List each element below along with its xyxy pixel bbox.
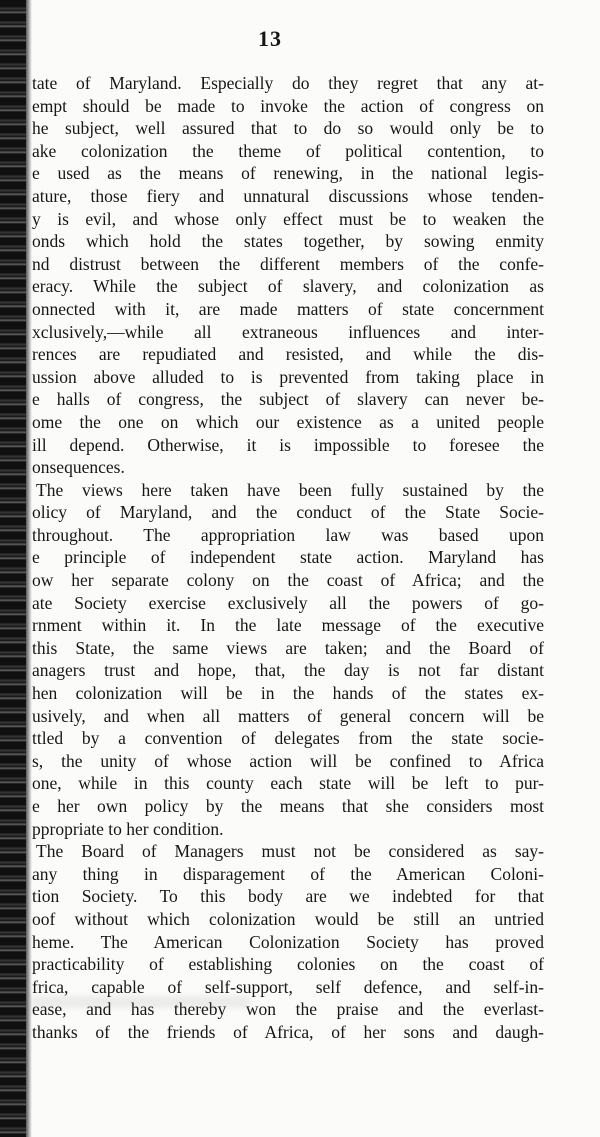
text-line: e her own policy by the means that she considers most xyxy=(32,796,544,816)
text-line: ussion above alluded to is prevented from taking place in xyxy=(32,366,544,387)
text-line: olicy of Maryland, and the conduct of the State Socie- xyxy=(32,502,544,523)
text-line: oof without which colonization would be still an untried xyxy=(32,908,544,929)
text-line: he subject, well assured that to do so would only be to xyxy=(32,118,544,139)
text-line: thanks of the friends of Africa, of her sons and daugh- xyxy=(32,1021,544,1042)
text-line: y is evil, and whose only effect must be to weaken the xyxy=(32,208,544,229)
text-line: tate of Maryland. Especially do they regret that any at- xyxy=(32,73,544,93)
text-line: throughout. The appropriation law was based upon xyxy=(32,524,544,545)
text-line: s, the unity of whose action will be confined to Africa xyxy=(32,750,544,771)
text-line: ate Society exercise exclusively all the powers of go- xyxy=(32,592,544,613)
text-line: hen colonization will be in the hands of the states ex- xyxy=(32,683,544,704)
text-line: xclusively,—while all extraneous influences and inter- xyxy=(32,321,544,342)
text-line: practicability of establishing colonies on the coast of xyxy=(32,954,544,975)
print-smudge xyxy=(30,996,250,1008)
text-line: rnment within it. In the late message of the executive xyxy=(32,615,544,636)
text-line: anagers trust and hope, that, the day is not far distant xyxy=(32,660,544,681)
page-number: 13 xyxy=(258,26,282,51)
text-line: e principle of independent state action. Maryland has xyxy=(32,547,544,568)
text-line: ature, those fiery and unnatural discussions whose tenden- xyxy=(32,185,544,206)
text-line: rences are repudiated and resisted, and while the dis- xyxy=(32,344,544,365)
text-line: empt should be made to invoke the action of congress on xyxy=(32,95,544,116)
text-line: onds which hold the states together, by sowing enmity xyxy=(32,231,544,252)
text-line: nd distrust between the different members of the confe- xyxy=(32,253,544,274)
text-line: onsequences. xyxy=(32,457,125,478)
text-line: ake colonization the theme of political contention, to xyxy=(32,140,544,161)
text-line: The Board of Managers must not be considered as say- xyxy=(36,841,544,862)
book-binding-edge xyxy=(0,0,26,1137)
text-line: e halls of congress, the subject of slavery can never be- xyxy=(32,389,544,410)
text-line: ill depend. Otherwise, it is impossible to foresee the xyxy=(32,434,544,455)
text-line: usively, and when all matters of general concern will be xyxy=(32,705,544,726)
text-line: one, while in this county each state will be left to pur- xyxy=(32,773,544,794)
text-line: any thing in disparagement of the American Coloni- xyxy=(32,863,544,884)
text-line: eracy. While the subject of slavery, and colonization as xyxy=(32,276,544,297)
text-line: onnected with it, are made matters of state concernment xyxy=(32,298,544,319)
text-line: The views here taken have been fully sustained by the xyxy=(36,479,544,500)
text-line: ppropriate to her condition. xyxy=(32,818,224,839)
text-line: ease, and has thereby won the praise and the everlast- xyxy=(32,999,544,1020)
body-text xyxy=(32,72,544,1044)
text-line: this State, the same views are taken; and the Board of xyxy=(32,637,544,658)
text-line: frica, capable of self-support, self defence, and self-in- xyxy=(32,976,544,997)
text-line: tion Society. To this body are we indebted for that xyxy=(32,886,544,907)
text-line: e used as the means of renewing, in the national legis- xyxy=(32,163,544,184)
text-line: ttled by a convention of delegates from the state socie- xyxy=(32,728,544,749)
text-line: heme. The American Colonization Society has proved xyxy=(32,931,544,952)
text-line: ow her separate colony on the coast of Africa; and the xyxy=(32,570,544,591)
text-line: ome the one on which our existence as a united people xyxy=(32,411,544,432)
